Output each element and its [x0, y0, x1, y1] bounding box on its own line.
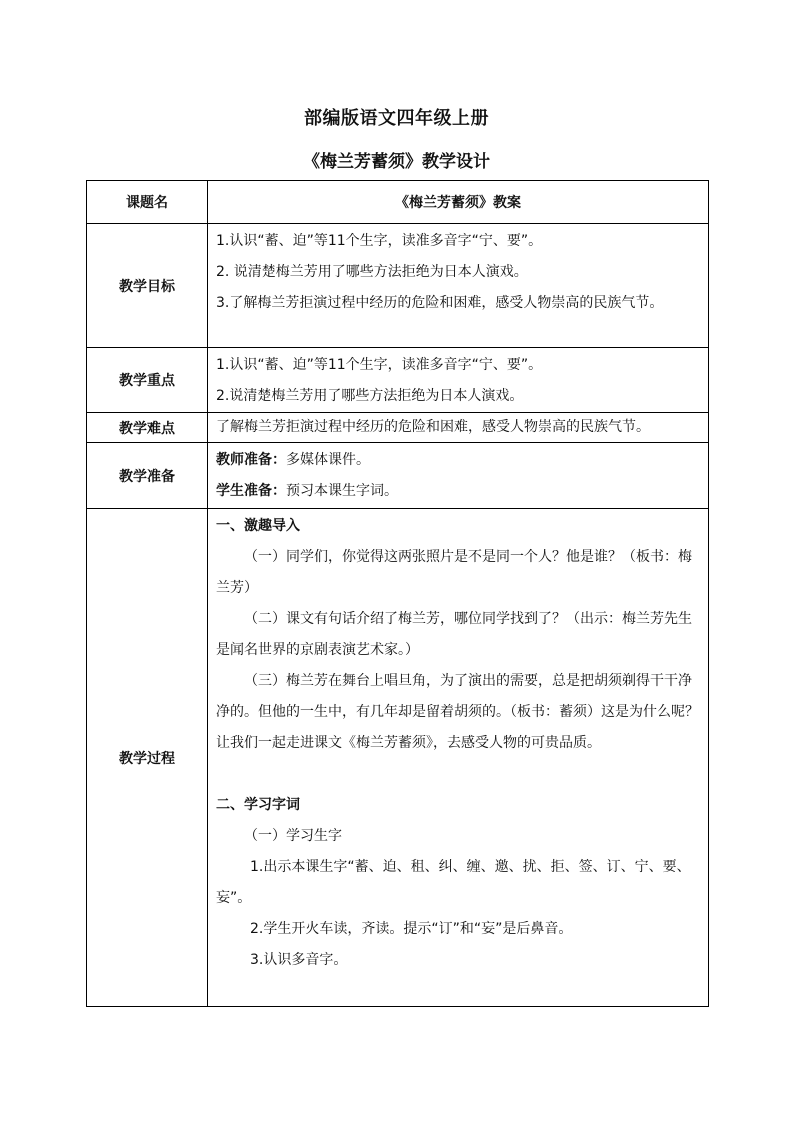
- process-label: 教学过程: [87, 509, 208, 1007]
- teacher-prep-label: 教师准备：: [216, 452, 286, 468]
- difficulty-content: [208, 413, 709, 443]
- process-content: [208, 509, 709, 1007]
- page-subtitle: 《梅兰芳蓄须》教学设计: [303, 152, 490, 172]
- goal-item: 1.认识“蓄、迫”等11个生字，读准多音字“宁、要”。: [216, 233, 543, 249]
- student-prep-value: 预习本课生字词。: [286, 483, 398, 499]
- preparation-content: [208, 443, 709, 509]
- process-paragraph: 1.出示本课生字“蓄、迫、租、纠、缠、邀、扰、拒、签、订、宁、要、妄”。: [216, 859, 691, 906]
- preparation-label: 教学准备: [87, 443, 208, 509]
- goal-item: 2. 说清楚梅兰芳用了哪些方法拒绝为日本人演戏。: [216, 264, 528, 280]
- goals-label: 教学目标: [87, 224, 208, 348]
- table-row-key-points: [87, 348, 709, 413]
- goals-content: [208, 224, 709, 348]
- student-prep-label: 学生准备：: [216, 483, 286, 499]
- topic-label: 课题名: [87, 181, 208, 224]
- key-points-label: 教学重点: [87, 348, 208, 413]
- key-point-item: 1.认识“蓄、迫”等11个生字，读准多音字“宁、要”。: [216, 357, 543, 373]
- section-heading: 一、激趣导入: [216, 518, 300, 534]
- process-paragraph: （三）梅兰芳在舞台上唱旦角，为了演出的需要，总是把胡须剃得干干净净的。但他的一生中，有几年却是留着胡须的。（板书：蓄须）这是为什么呢？让我们一起走进课文《梅兰芳蓄须》，去感受人物的可贵品质。: [216, 673, 699, 751]
- table-row-goals: [87, 224, 709, 348]
- process-paragraph: 3.认识多音字。: [250, 952, 348, 968]
- table-row-topic: [87, 181, 709, 224]
- process-paragraph: （二）课文有句话介绍了梅兰芳，哪位同学找到了？（出示：梅兰芳先生是闻名世界的京剧表演艺术家。）: [216, 611, 692, 658]
- lesson-plan-table: [86, 180, 709, 1007]
- student-preparation: [216, 476, 702, 507]
- blank-line: [216, 759, 702, 790]
- key-point-item: 2.说清楚梅兰芳用了哪些方法拒绝为日本人演戏。: [216, 388, 524, 404]
- page-title: 部编版语文四年级上册: [304, 108, 489, 129]
- process-paragraph: 2.学生开火车读，齐读。提示“订”和“妄”是后鼻音。: [250, 921, 573, 937]
- table-row-difficulty: [87, 413, 709, 443]
- table-row-process: [87, 509, 709, 1007]
- topic-value: 《梅兰芳蓄须》教案: [208, 181, 709, 224]
- table-row-preparation: [87, 443, 709, 509]
- sub-heading: （一）学习生字: [244, 828, 342, 844]
- process-paragraph: （一）同学们，你觉得这两张照片是不是同一个人？他是谁？（板书：梅兰芳）: [216, 549, 692, 596]
- difficulty-text: 了解梅兰芳拒演过程中经历的危险和困难，感受人物崇高的民族气节。: [216, 419, 650, 435]
- teacher-preparation: [216, 445, 702, 476]
- section-heading: 二、学习字词: [216, 797, 300, 813]
- teacher-prep-value: 多媒体课件。: [286, 452, 370, 468]
- goal-item: 3.了解梅兰芳拒演过程中经历的危险和困难，感受人物崇高的民族气节。: [216, 295, 664, 311]
- key-points-content: [208, 348, 709, 413]
- difficulty-label: 教学难点: [87, 413, 208, 443]
